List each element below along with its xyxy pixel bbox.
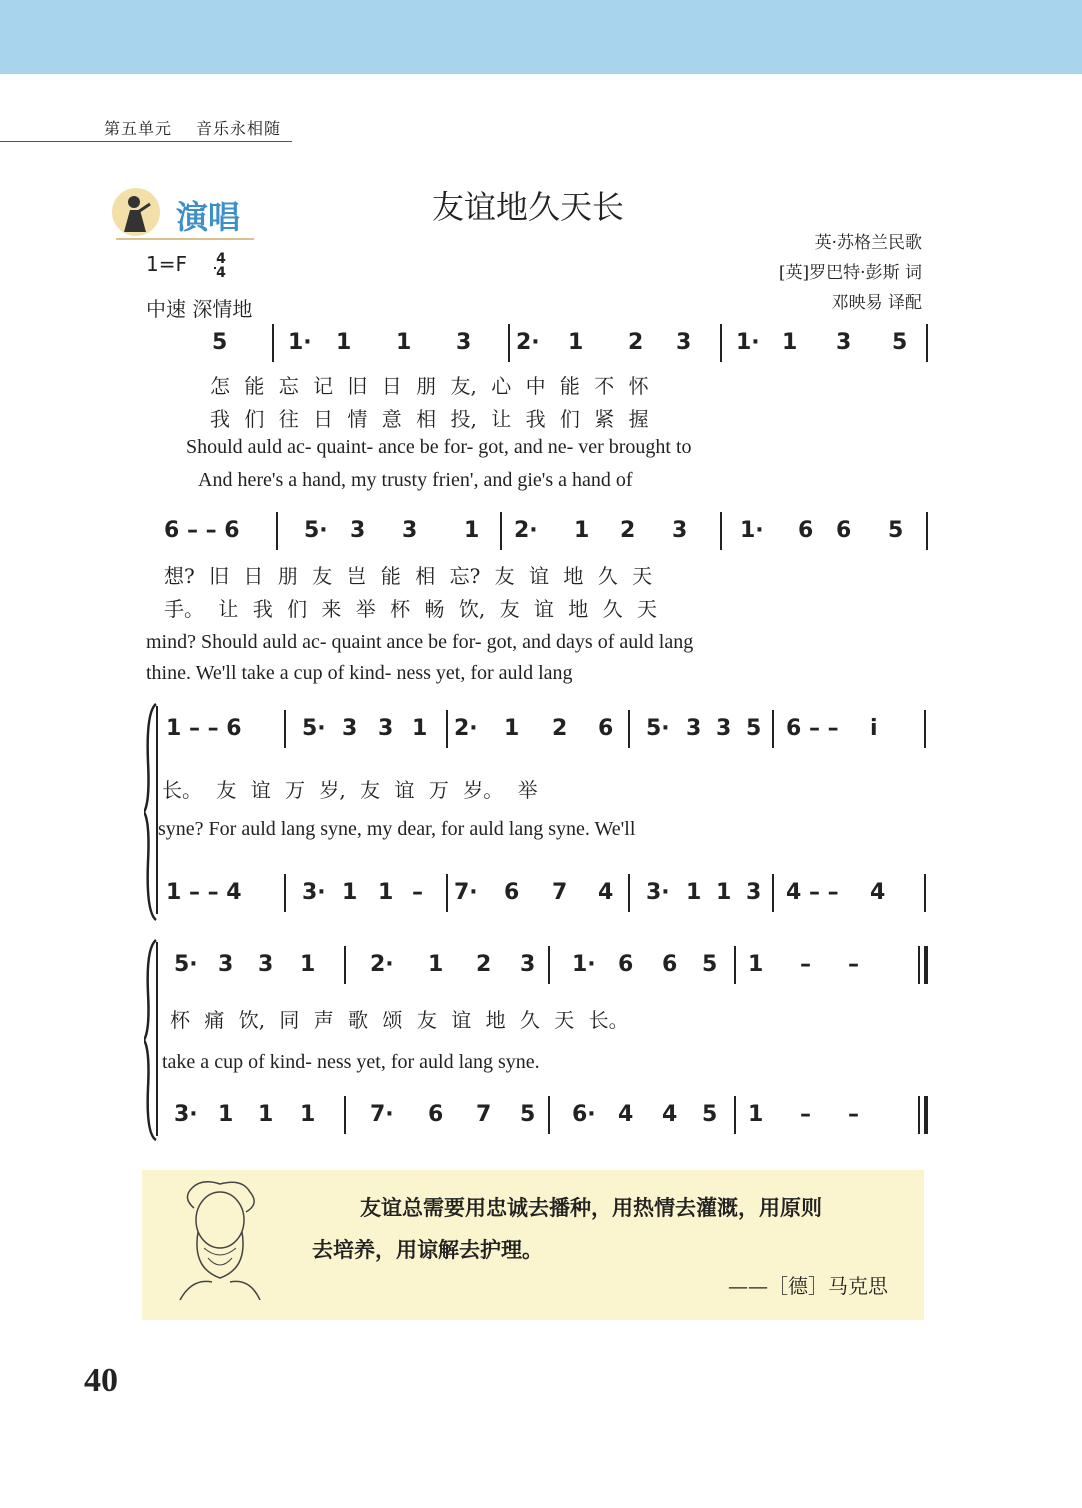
note-r4u-0: 5· (174, 952, 198, 977)
note-r3l-8: 4 (598, 880, 614, 905)
page-number: 40 (84, 1362, 118, 1399)
note-r3l-3: 1 (378, 880, 394, 905)
score-row-4-upper (0, 952, 1082, 992)
header-rule (0, 141, 292, 142)
portrait-sketch-icon (172, 1178, 268, 1302)
note-r4l-11: 5 (702, 1102, 718, 1127)
note-r3l-11: 1 (716, 880, 732, 905)
score-row-3-upper (0, 716, 1082, 756)
note-r2-1: 5· (304, 518, 328, 543)
row4-lyric-en: take a cup of kind- ness yet, for auld lang syne. (162, 1051, 540, 1073)
note-r4u-6: 2 (476, 952, 492, 977)
note-r3u-5: 2· (454, 716, 478, 741)
note-r4u-4: 2· (370, 952, 394, 977)
note-r4l-1: 1 (218, 1102, 234, 1127)
time-signature (214, 252, 228, 280)
note-r3u-4: 1 (412, 716, 428, 741)
note-r1-4: 3 (456, 330, 472, 355)
note-r3l-12: 3 (746, 880, 762, 905)
row2-lyric-en1: mind? Should auld ac- quaint ance be for- got, and days of auld lang (146, 631, 694, 653)
row1-lyric-cn2: 我 们 往 日 情 意 相 投, 让 我 们 紧 握 (210, 407, 649, 431)
top-color-band (0, 0, 1082, 74)
note-r2-3: 3 (402, 518, 418, 543)
quote-line-2: 去培养，用谅解去护理。 (312, 1238, 543, 1262)
score-row-2 (0, 518, 1082, 558)
note-r2-10: 6 (798, 518, 814, 543)
note-r1-0: 5 (212, 330, 228, 355)
note-r2-7: 2 (620, 518, 636, 543)
note-r3u-13: 6 – – (786, 716, 839, 741)
note-r4l-10: 4 (662, 1102, 678, 1127)
note-r1-10: 1 (782, 330, 798, 355)
unit-theme: 音乐永相随 (196, 119, 282, 138)
quote-line-1: 友谊总需要用忠诚去播种，用热情去灌溉，用原则 (360, 1196, 822, 1220)
note-r4l-2: 1 (258, 1102, 274, 1127)
note-r3u-8: 6 (598, 716, 614, 741)
note-r3l-5: 7· (454, 880, 478, 905)
note-r3u-14: i (870, 716, 878, 741)
row2-lyric-cn2: 手。 让 我 们 来 举 杯 畅 饮, 友 谊 地 久 天 (164, 597, 658, 621)
singer-icon (112, 188, 160, 236)
row1-lyric-cn1: 怎 能 忘 记 旧 日 朋 友, 心 中 能 不 怀 (210, 374, 649, 398)
note-r3u-1: 5· (302, 716, 326, 741)
note-r3u-7: 2 (552, 716, 568, 741)
note-r3l-9: 3· (646, 880, 670, 905)
time-bottom: 4 (216, 265, 226, 281)
note-r4l-8: 6· (572, 1102, 596, 1127)
note-r3l-4: – (412, 880, 423, 905)
note-r3u-0: 1 – – 6 (166, 716, 242, 741)
row1-lyric-en1: Should auld ac- quaint- ance be for- got, and ne- ver brought to (186, 436, 692, 458)
note-r2-12: 5 (888, 518, 904, 543)
note-r1-9: 1· (736, 330, 760, 355)
note-r3u-9: 5· (646, 716, 670, 741)
note-r3l-6: 6 (504, 880, 520, 905)
song-title: 友谊地久天长 (432, 188, 625, 226)
note-r2-9: 1· (740, 518, 764, 543)
row2-lyric-cn1: 想? 旧 日 朋 友 岂 能 相 忘? 友 谊 地 久 天 (164, 564, 653, 588)
quote-box (142, 1170, 924, 1320)
note-r4l-6: 7 (476, 1102, 492, 1127)
note-r4u-11: 5 (702, 952, 718, 977)
note-r1-11: 3 (836, 330, 852, 355)
note-r4l-9: 4 (618, 1102, 634, 1127)
note-r4l-12: 1 (748, 1102, 764, 1127)
tempo-marking: 中速 深情地 (146, 297, 253, 321)
note-r4u-3: 1 (300, 952, 316, 977)
note-r1-8: 3 (676, 330, 692, 355)
section-label: 演唱 (176, 198, 241, 236)
row3-lyric-cn: 长。 友 谊 万 岁, 友 谊 万 岁。 举 (162, 778, 538, 802)
note-r3l-13: 4 – – (786, 880, 839, 905)
row3-lyric-en: syne? For auld lang syne, my dear, for auld lang syne. We'll (158, 818, 636, 840)
note-r2-11: 6 (836, 518, 852, 543)
note-r1-3: 1 (396, 330, 412, 355)
note-r4u-1: 3 (218, 952, 234, 977)
note-r1-12: 5 (892, 330, 908, 355)
note-r3u-2: 3 (342, 716, 358, 741)
note-r4u-14: – (848, 952, 859, 977)
quote-attribution: ——［德］马克思 (728, 1274, 888, 1298)
note-r2-0: 6 – – 6 (164, 518, 240, 543)
note-r3u-11: 3 (716, 716, 732, 741)
note-r4l-7: 5 (520, 1102, 536, 1127)
unit-label: 第五单元 (104, 119, 173, 138)
row1-lyric-en2: And here's a hand, my trusty frien', and gie's a hand of (198, 469, 633, 491)
note-r4u-5: 1 (428, 952, 444, 977)
note-r4u-13: – (800, 952, 811, 977)
note-r4l-4: 7· (370, 1102, 394, 1127)
note-r2-2: 3 (350, 518, 366, 543)
song-translator: 邓映易 译配 (831, 293, 922, 313)
note-r3u-6: 1 (504, 716, 520, 741)
note-r2-4: 1 (464, 518, 480, 543)
note-r4u-2: 3 (258, 952, 274, 977)
score-row-4-lower (0, 1102, 1082, 1142)
score-row-3-lower (0, 880, 1082, 920)
key-signature: 1=F (146, 252, 187, 276)
running-header (104, 116, 305, 139)
note-r3l-0: 1 – – 4 (166, 880, 242, 905)
note-r3u-10: 3 (686, 716, 702, 741)
score-row-1 (0, 330, 1082, 370)
note-r4l-14: – (848, 1102, 859, 1127)
note-r2-8: 3 (672, 518, 688, 543)
row4-lyric-cn: 杯 痛 饮, 同 声 歌 颂 友 谊 地 久 天 长。 (170, 1008, 629, 1032)
note-r1-5: 2· (516, 330, 540, 355)
note-r1-7: 2 (628, 330, 644, 355)
note-r3l-1: 3· (302, 880, 326, 905)
note-r3l-7: 7 (552, 880, 568, 905)
note-r4l-3: 1 (300, 1102, 316, 1127)
note-r2-5: 2· (514, 518, 538, 543)
note-r4u-12: 1 (748, 952, 764, 977)
note-r1-6: 1 (568, 330, 584, 355)
note-r3l-14: 4 (870, 880, 886, 905)
note-r4u-9: 6 (618, 952, 634, 977)
note-r4u-10: 6 (662, 952, 678, 977)
row2-lyric-en2: thine. We'll take a cup of kind- ness yet, for auld lang (146, 662, 573, 684)
note-r4l-13: – (800, 1102, 811, 1127)
note-r3u-12: 5 (746, 716, 762, 741)
note-r4l-0: 3· (174, 1102, 198, 1127)
note-r3l-10: 1 (686, 880, 702, 905)
note-r1-2: 1 (336, 330, 352, 355)
note-r2-6: 1 (574, 518, 590, 543)
note-r1-1: 1· (288, 330, 312, 355)
note-r3l-2: 1 (342, 880, 358, 905)
song-lyricist: [英]罗巴特·彭斯 词 (778, 263, 922, 283)
badge-underline (116, 238, 254, 240)
note-r4u-8: 1· (572, 952, 596, 977)
note-r3u-3: 3 (378, 716, 394, 741)
note-r4l-5: 6 (428, 1102, 444, 1127)
note-r4u-7: 3 (520, 952, 536, 977)
time-top: 4 (216, 251, 226, 267)
song-origin: 英·苏格兰民歌 (814, 233, 922, 253)
